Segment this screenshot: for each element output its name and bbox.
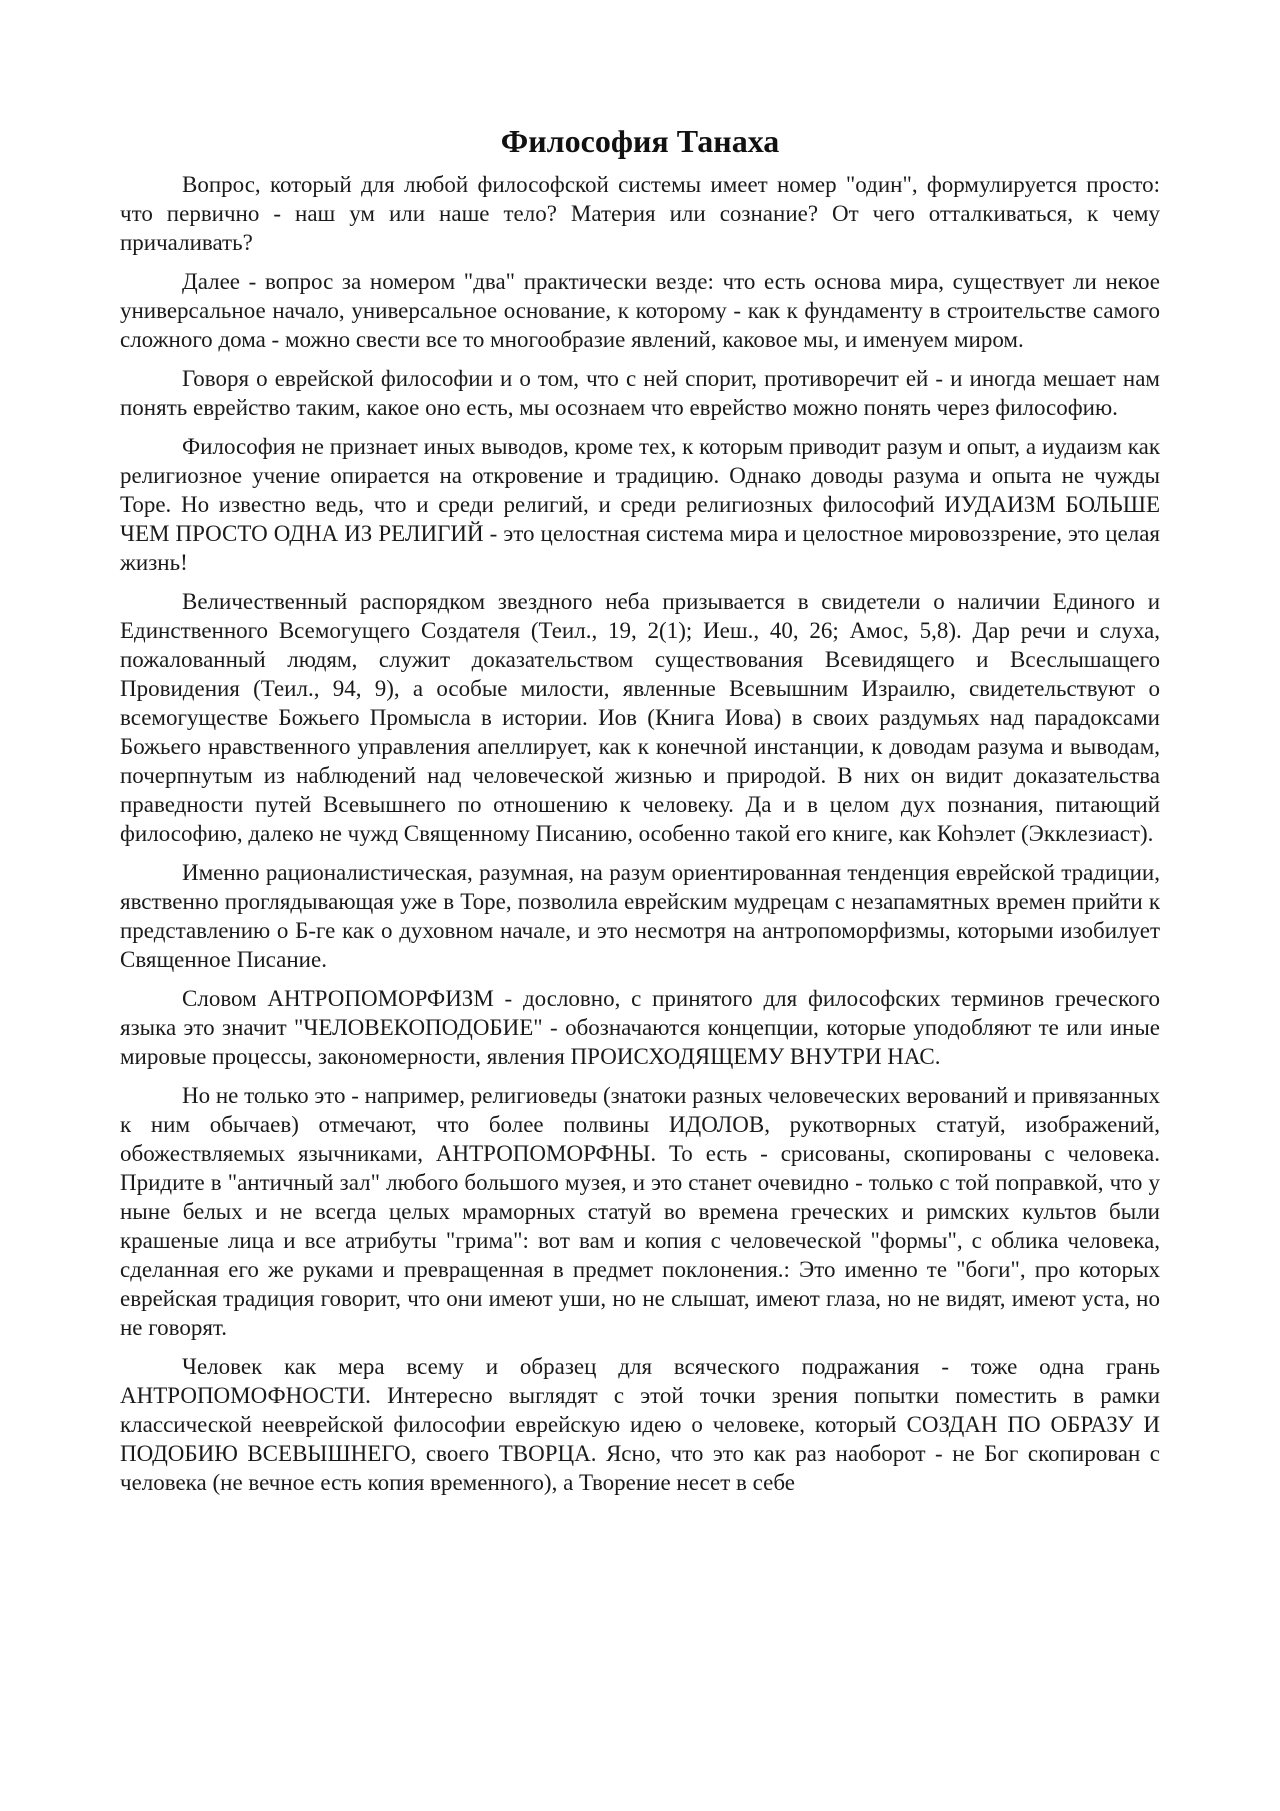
paragraph: Вопрос, который для любой философской системы имеет номер "один", формулируется просто: что первично - наш ум или наше тело? Материя или сознание? От чего отталкиваться, к чему причаливать? [120,172,1160,255]
document-title: Философия Танаха [500,123,780,159]
paragraph: Величественный распорядком звездного неба призывается в свидетели о наличии Единого и Единственного Всемогущего Создателя (Теил., 19, 2(1); Иеш., 40, 26; Амос, 5,8). Дар речи и слуха, пожалованный людям, служит доказательством существования Всевидящего и Всеслышащего Провидения (Теил., 94, 9), а особые милости, явленные Всевышним Израилю, свидетельствуют о всемогуществе Божьего Промысла в истории. Иов (Книга Иова) в своих раздумьях над парадоксами Божьего нравственного управления апеллирует, как к конечной инстанции, к доводам разума и выводам, почерпнутым из наблюдений над человеческой жизнью и природой. В них он видит доказательства праведности путей Всевышнего по отношению к человеку. Да и в целом дух познания, питающий философию, далеко не чужд Священному Писанию, особенно такой его книге, как Коһэлет (Экклезиаст). [120,589,1160,846]
paragraph: Словом АНТРОПОМОРФИЗМ - дословно, с принятого для философских терминов греческого языка это значит "ЧЕЛОВЕКОПОДОБИЕ" - обозначаются концепции, которые уподобляют те или иные мировые процессы, закономерности, явления ПРОИСХОДЯЩЕМУ ВНУТРИ НАС. [120,986,1160,1069]
paragraph: Именно рационалистическая, разумная, на разум ориентированная тенденция еврейской традиции, явственно проглядывающая уже в Торе, позволила еврейским мудрецам с незапамятных времен прийти к представлению о Б-ге как о духовном начале, и это несмотря на антропоморфизмы, которыми изобилует Священное Писание. [120,860,1160,972]
paragraph: Но не только это - например, религиоведы (знатоки разных человеческих верований и привязанных к ним обычаев) отмечают, что более полвины ИДОЛОВ, рукотворных статуй, изображений, обожествляемых язычниками, АНТРОПОМОРФНЫ. То есть - срисованы, скопированы с человека. Придите в "античный зал" любого большого музея, и это станет очевидно - только с той поправкой, что у ныне белых и не всегда целых мраморных статуй во времена греческих и римских культов были крашеные лица и все атрибуты "грима": вот вам и копия с человеческой "формы", с облика человека, сделанная его же руками и превращенная в предмет поклонения.: Это именно те "боги", про которых еврейская традиция говорит, что они имеют уши, но не слышат, имеют глаза, но не видят, имеют уста, но не говорят. [120,1083,1160,1340]
paragraph: Говоря о еврейской философии и о том, что с ней спорит, противоречит ей - и иногда мешает нам понять еврейство таким, какое оно есть, мы осознаем что еврейство можно понять через философию. [120,366,1160,420]
paragraph: Философия не признает иных выводов, кроме тех, к которым приводит разум и опыт, а иудаизм как религиозное учение опирается на откровение и традицию. Однако доводы разума и опыта не чужды Торе. Но известно ведь, что и среди религий, и среди религиозных философий ИУДАИЗМ БОЛЬШЕ ЧЕМ ПРОСТО ОДНА ИЗ РЕЛИГИЙ - это целостная система мира и целостное мировоззрение, это целая жизнь! [120,434,1160,575]
document-body [120,120,1160,1497]
paragraph-continued: Человек как мера всему и образец для всяческого подражания - тоже одна грань АНТРОПОМОФНОСТИ. Интересно выглядят с этой точки зрения попытки поместить в рамки классической нееврейской философии еврейскую идею о человеке, который СОЗДАН ПО ОБРАЗУ И ПОДОБИЮ ВСЕВЫШНЕГО, своего ТВОРЦА. Ясно, что это как раз наоборот - не Бог скопирован с человека (не вечное есть копия временного), а Творение несет в себе [120,1354,1160,1495]
paragraph: Далее - вопрос за номером "два" практически везде: что есть основа мира, существует ли некое универсальное начало, универсальное основание, к которому - как к фундаменту в строительстве самого сложного дома - можно свести все то многообразие явлений, каковое мы, и именуем миром. [120,269,1160,352]
